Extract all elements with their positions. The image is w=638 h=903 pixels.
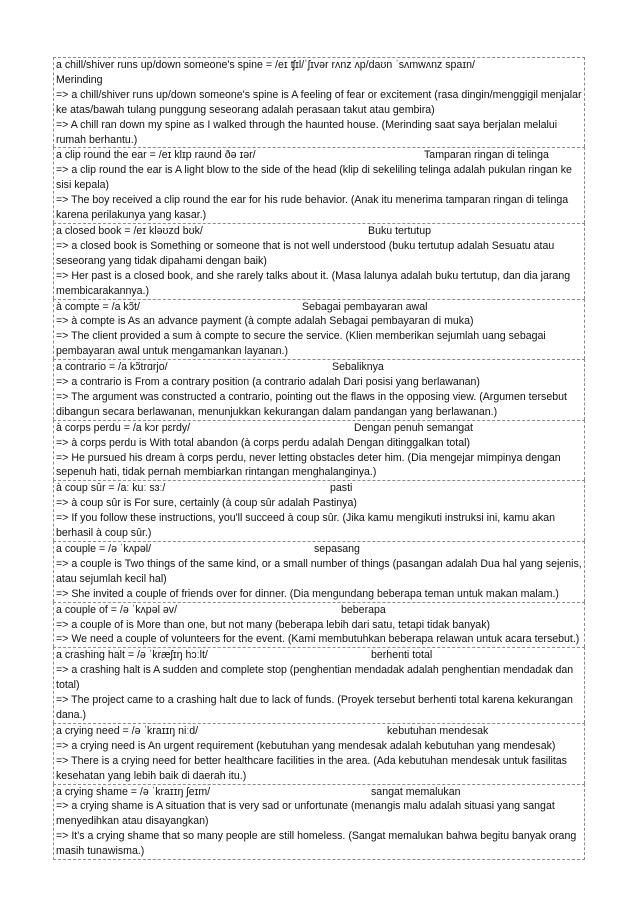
entry-definition: => a contrario is From a contrary position (a contrario adalah Dari posisi yang berlawanan) bbox=[56, 376, 480, 389]
dictionary-entry bbox=[53, 541, 585, 602]
entry-meaning: pasti bbox=[330, 482, 353, 495]
dictionary-entry bbox=[53, 602, 585, 648]
entry-meaning: Buku tertutup bbox=[368, 224, 432, 237]
entry-headword bbox=[56, 421, 582, 436]
dictionary-entry bbox=[53, 784, 585, 861]
entry-definition: => a crashing halt is A sudden and complete stop (penghentian mendadak adalah penghentian mendadak dan total) bbox=[56, 664, 574, 692]
entry-definition: => a clip round the ear is A light blow to the side of the head (klip di sekeliling telinga adalah pukulan ringan ke sisi kepala) bbox=[56, 164, 572, 192]
headword-text: à compte = /a kɔ̃t/ bbox=[56, 300, 140, 313]
entry-headword bbox=[56, 300, 582, 315]
headword-text: a chill/shiver runs up/down someone's spine = /eɪ ʧɪl/ˈʃɪvər rʌnz ʌp/daʊn ˈsʌmwʌnz spaɪn/ bbox=[56, 59, 475, 71]
entry-example: => The project came to a crashing halt due to lack of funds. (Proyek tersebut berhenti total karena kekurangan dana.) bbox=[56, 694, 573, 721]
entry-headword bbox=[56, 603, 582, 618]
entry-definition: => à coup sûr is For sure, certainly (à coup sûr adalah Pastinya) bbox=[56, 497, 357, 510]
dictionary-entry bbox=[53, 359, 585, 420]
entry-example: => The argument was constructed a contrario, pointing out the flaws in the opposing view. (Argumen tersebut dibangun secara berlawanan, menunjukkan kekurangan dalam pandangan yang berlawanan.) bbox=[56, 390, 567, 418]
entry-example: => Her past is a closed book, and she rarely talks about it. (Masa lalunya adalah buku tertutup, dan dia jarang membicarakannya.) bbox=[56, 269, 571, 297]
entry-example: => If you follow these instructions, you'll succeed à coup sûr. (Jika kamu mengikuti instruksi ini, kamu akan berhasil à coup sûr.) bbox=[56, 512, 555, 540]
headword-text: a contrario = /a kɔ̃trɑrjo/ bbox=[56, 361, 168, 374]
entry-example: => We need a couple of volunteers for the event. (Kami membutuhkan beberapa relawan untuk acara tersebut.) bbox=[56, 633, 580, 646]
dictionary-entry bbox=[53, 723, 585, 784]
entry-meaning: berhenti total bbox=[371, 649, 433, 662]
dictionary-entry bbox=[53, 299, 585, 360]
entry-headword bbox=[56, 360, 582, 375]
headword-text: à corps perdu = /a kɔr pɛrdy/ bbox=[56, 421, 191, 434]
entry-headword bbox=[56, 148, 582, 163]
entry-definition: => à compte is As an advance payment (à compte adalah Sebagai pembayaran di muka) bbox=[56, 315, 474, 328]
entry-meaning: kebutuhan mendesak bbox=[387, 724, 489, 737]
entry-definition: => a couple of is More than one, but not many (beberapa lebih dari satu, tetapi tidak banyak) bbox=[56, 618, 491, 631]
dictionary-page bbox=[53, 57, 585, 860]
entry-example: => She invited a couple of friends over for dinner. (Dia mengundang beberapa teman untuk makan malam.) bbox=[56, 587, 559, 600]
dictionary-entry bbox=[53, 480, 585, 541]
entry-example: => There is a crying need for better healthcare facilities in the area. (Ada kebutuhan mendesak untuk fasilitas kesehatan yang lebih baik di daerah itu.) bbox=[56, 754, 567, 782]
dictionary-entry bbox=[53, 57, 585, 147]
dictionary-entry bbox=[53, 420, 585, 481]
entry-definition: => a chill/shiver runs up/down someone's spine is A feeling of fear or excitement (rasa dingin/menggigil menjalar ke atas/bawah tulang punggung seseorang adalah perasaan takut atau gembira) bbox=[56, 88, 582, 116]
entry-definition: => a couple is Two things of the same kind, or a small number of things (pasangan adalah Dua hal yang sejenis, atau sejumlah kecil hal) bbox=[56, 557, 582, 585]
entry-headword bbox=[56, 648, 582, 663]
entry-headword bbox=[56, 542, 582, 557]
entry-meaning: Tamparan ringan di telinga bbox=[424, 149, 549, 162]
entry-meaning: Sebagai pembayaran awal bbox=[302, 300, 428, 313]
entry-definition: => a crying shame is A situation that is very sad or unfortunate (menangis malu adalah situasi yang sangat menyedihkan atau disayangkan) bbox=[56, 800, 555, 828]
entry-meaning: Merinding bbox=[56, 73, 103, 86]
entry-definition: => a crying need is An urgent requirement (kebutuhan yang mendesak adalah kebutuhan yang mendesak) bbox=[56, 739, 556, 752]
entry-headword bbox=[56, 724, 582, 739]
headword-text: à coup sûr = /aː kuː sɜː/ bbox=[56, 482, 166, 495]
entry-example: => He pursued his dream à corps perdu, never letting obstacles deter him. (Dia mengejar mimpinya dengan sepenuh hati, tidak pernah membiarkan rintangan menghalanginya.) bbox=[56, 451, 561, 479]
entry-meaning: sangat memalukan bbox=[371, 785, 461, 798]
entry-example: => The client provided a sum à compte to secure the service. (Klien memberikan sejumlah uang sebagai pembayaran awal untuk mengamankan layanan.) bbox=[56, 330, 546, 358]
entry-meaning: Dengan penuh semangat bbox=[354, 421, 473, 434]
entry-definition: => a closed book is Something or someone that is not well understood (buku tertutup adalah Sesuatu atau seseorang yang tidak dipahami dengan baik) bbox=[56, 239, 555, 267]
headword-text: a couple = /ə ˈkʌpəl/ bbox=[56, 543, 152, 555]
entry-meaning: Sebaliknya bbox=[332, 361, 384, 374]
entry-meaning: sepasang bbox=[314, 543, 360, 555]
entry-example: => It's a crying shame that so many people are still homeless. (Sangat memalukan bahwa begitu banyak orang masih tunawisma.) bbox=[56, 830, 577, 858]
dictionary-entry bbox=[53, 147, 585, 223]
headword-text: a clip round the ear = /eɪ klɪp raʊnd ðə ɪər/ bbox=[56, 149, 256, 162]
dictionary-entry bbox=[53, 647, 585, 723]
entry-headword bbox=[56, 785, 582, 800]
headword-text: a crying shame = /ə ˈkraɪɪŋ ʃeɪm/ bbox=[56, 785, 211, 798]
entry-headword bbox=[56, 224, 582, 239]
entry-headword bbox=[56, 481, 582, 496]
headword-text: a couple of = /ə ˈkʌpəl əv/ bbox=[56, 603, 178, 616]
entry-headword bbox=[56, 58, 582, 73]
entry-example: => The boy received a clip round the ear for his rude behavior. (Anak itu menerima tamparan ringan di telinga karena perilakunya yang kasar.) bbox=[56, 194, 569, 222]
dictionary-entry bbox=[53, 223, 585, 299]
headword-text: a crashing halt = /ə ˈkræʃɪŋ hɔːlt/ bbox=[56, 649, 208, 662]
headword-text: a crying need = /ə ˈkraɪɪŋ niːd/ bbox=[56, 724, 199, 737]
entry-meaning: beberapa bbox=[341, 603, 386, 616]
headword-text: a closed book = /eɪ kləʊzd bʊk/ bbox=[56, 224, 203, 237]
entry-definition: => à corps perdu is With total abandon (à corps perdu adalah Dengan ditinggalkan total) bbox=[56, 436, 471, 449]
entry-example: => A chill ran down my spine as I walked through the haunted house. (Merinding saat saya berjalan melalui rumah berhantu.) bbox=[56, 118, 558, 146]
